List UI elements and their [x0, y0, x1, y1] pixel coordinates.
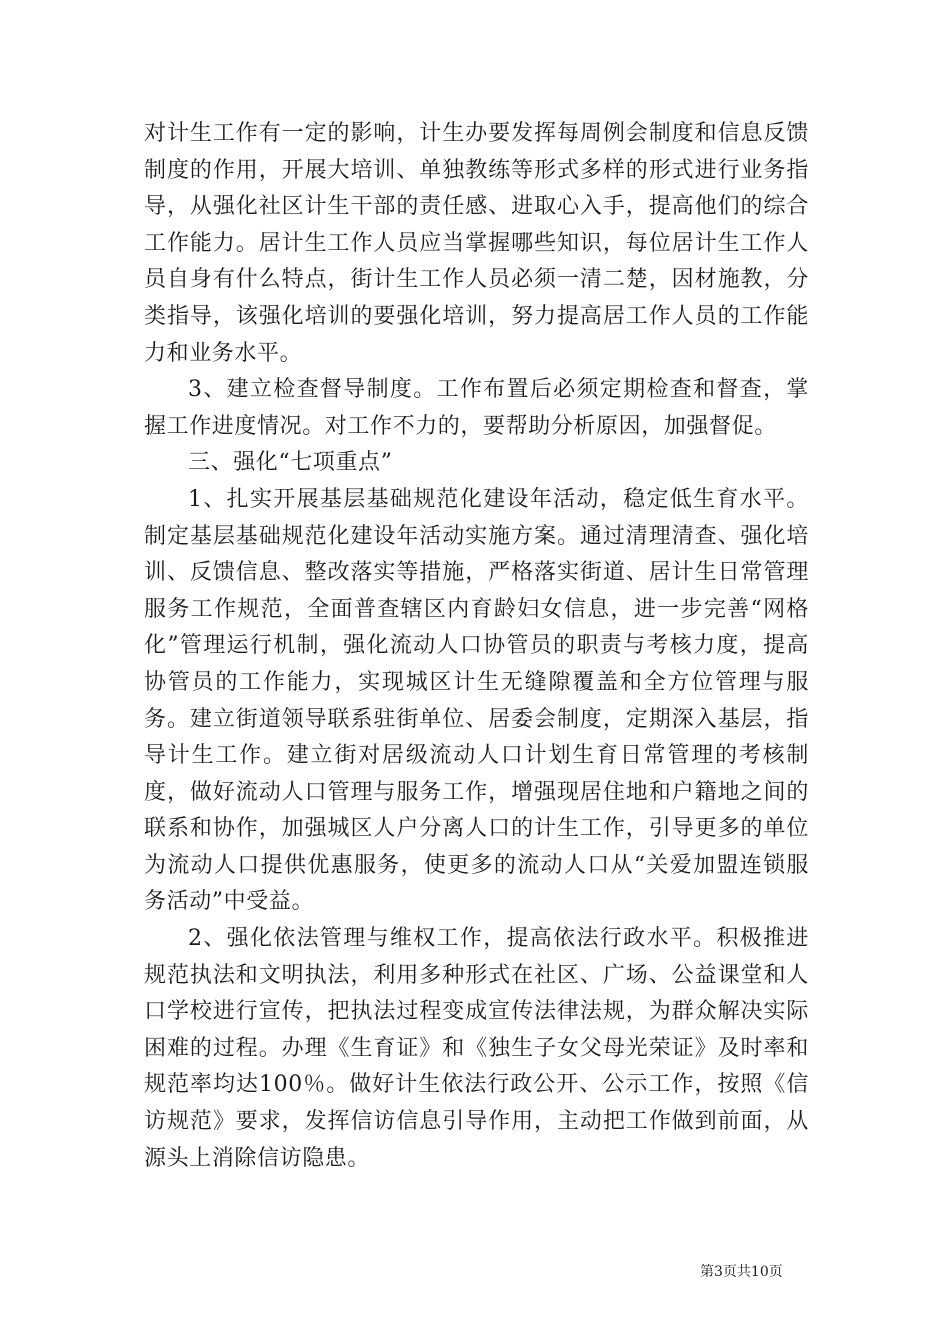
paragraph-3: 1、扎实开展基层基础规范化建设年活动，稳定低生育水平。制定基层基础规范化建设年活动实施方案。通过清理清查、强化培训、反馈信息、整改落实等措施，严格落实街道、居计生日常管理服务工作规范，全面普查辖区内育龄妇女信息，进一步完善“网格化”管理运行机制，强化流动人口协管员的职责与考核力度，提高协管员的工作能力，实现城区计生无缝隙覆盖和全方位管理与服务。建立街道领导联系驻街单位、居委会制度，定期深入基层，指导计生工作。建立街对居级流动人口计划生育日常管理的考核制度，做好流动人口管理与服务工作，增强现居住地和户籍地之间的联系和协作，加强城区人户分离人口的计生工作，引导更多的单位为流动人口提供优惠服务，使更多的流动人口从“关爱加盟连锁服务活动”中受益。 [144, 486, 809, 915]
paragraph-1: 对计生工作有一定的影响，计生办要发挥每周例会制度和信息反馈制度的作用，开展大培训、单独教练等形式多样的形式进行业务指导，从强化社区计生干部的责任感、进取心入手，提高他们的综合工作能力。居计生工作人员应当掌握哪些知识，每位居计生工作人员自身有什么特点，街计生工作人员必须一清二楚，因材施教，分类指导，该强化培训的要强化培训，努力提高居工作人员的工作能力和业务水平。 [144, 121, 809, 366]
page-number: 第3页共10页 [700, 1264, 783, 1280]
paragraph-2: 3、建立检查督导制度。工作布置后必须定期检查和督查，掌握工作进度情况。对工作不力的，要帮助分析原因，加强督促。 [144, 377, 809, 439]
section-heading: 三、强化“七项重点” [188, 450, 393, 476]
paragraph-4: 2、强化依法管理与维权工作，提高依法行政水平。积极推进规范执法和文明执法，利用多种形式在社区、广场、公益课堂和人口学校进行宣传，把执法过程变成宣传法律法规，为群众解决实际困难的过程。办理《生育证》和《独生子女父母光荣证》及时率和规范率均达100％。做好计生依法行政公开、公示工作，按照《信访规范》要求，发挥信访信息引导作用，主动把工作做到前面，从源头上消除信访隐患。 [144, 926, 809, 1171]
document-body [144, 116, 809, 1177]
